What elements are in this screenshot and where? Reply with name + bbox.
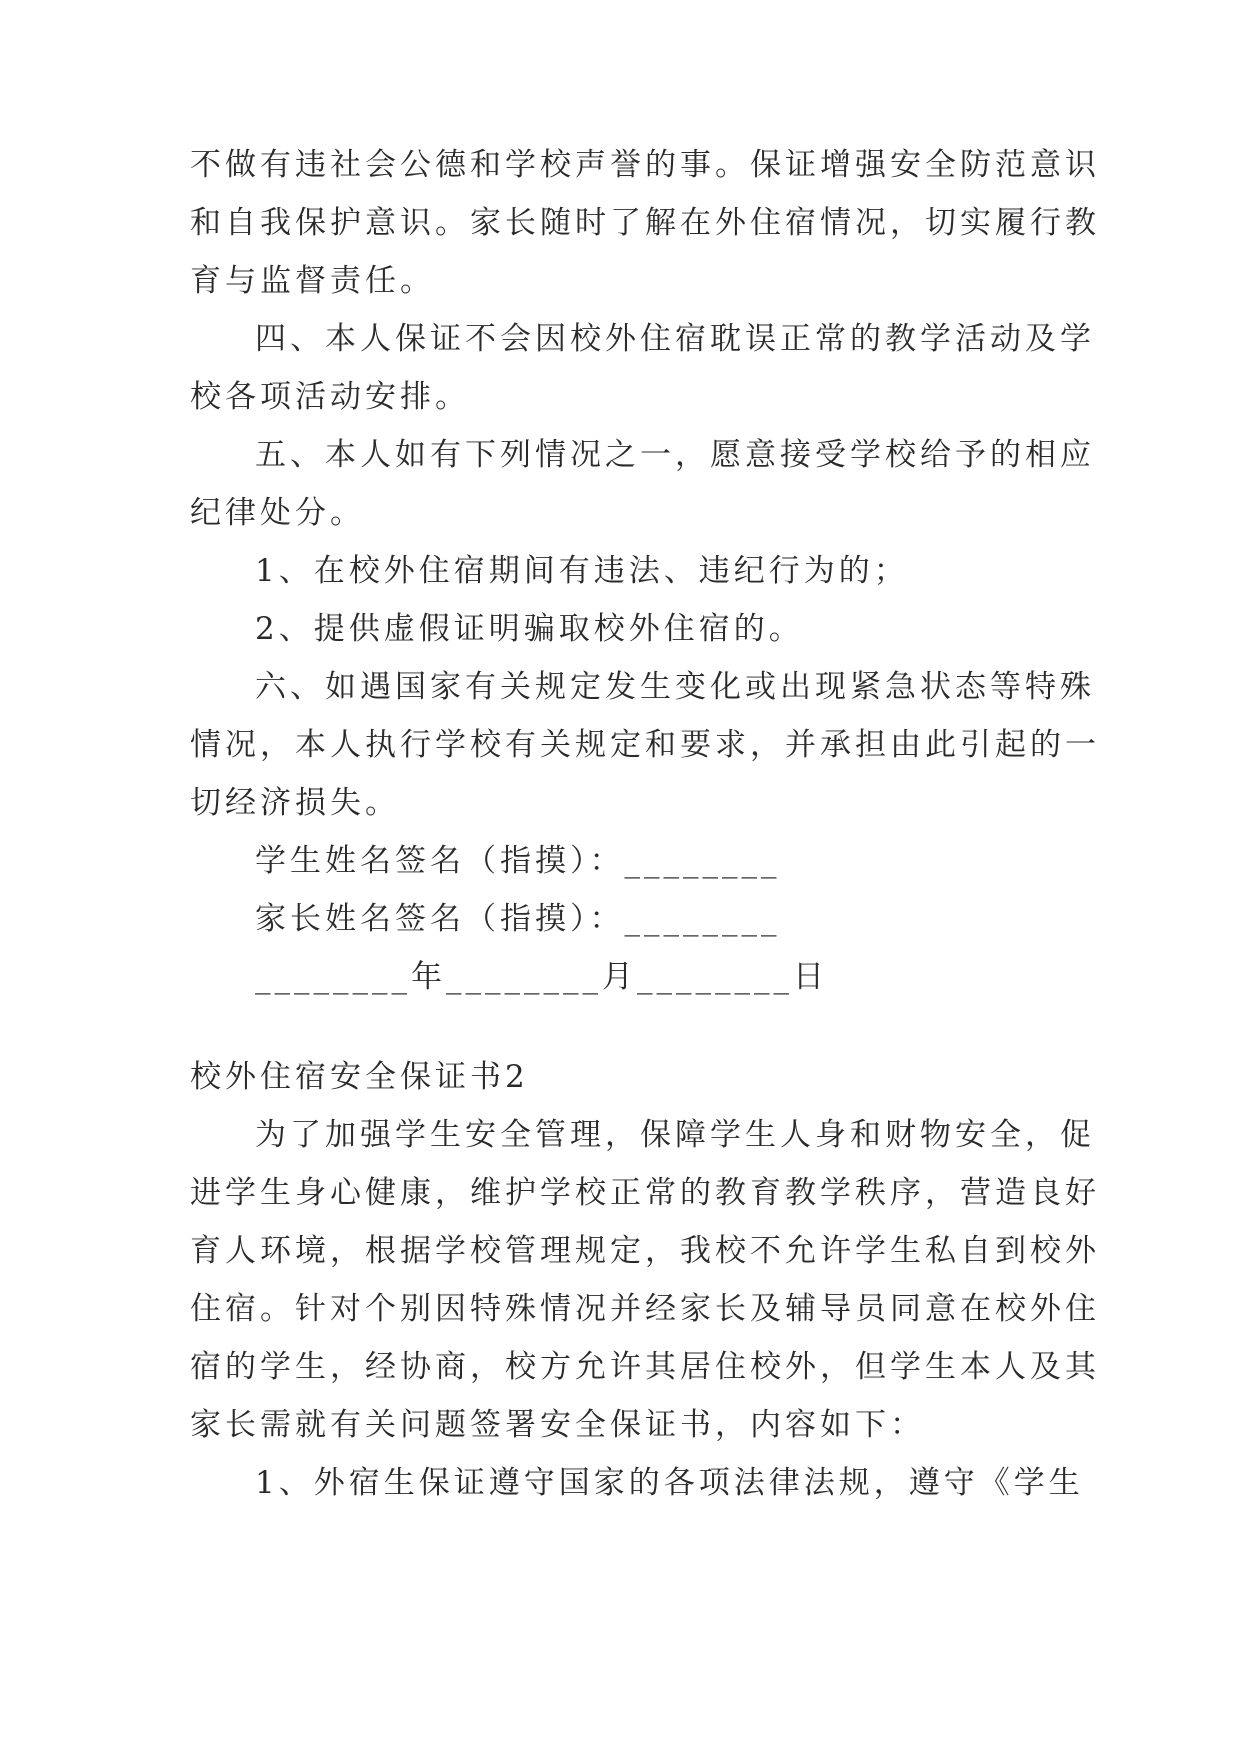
paragraph-line: 进学生身心健康，维护学校正常的教育教学秩序，营造良好 (190, 1175, 1100, 1211)
list-item: 1、外宿生保证遵守国家的各项法律法规，遵守《学生 (255, 1465, 1084, 1501)
paragraph-line: 住宿。针对个别因特殊情况并经家长及辅导员同意在校外住 (190, 1291, 1100, 1327)
date-line: ________年________月________日 (255, 959, 828, 995)
paragraph-line: 不做有违社会公德和学校声誉的事。保证增强安全防范意识 (190, 147, 1100, 183)
paragraph-line: 育人环境，根据学校管理规定，我校不允许学生私自到校外 (190, 1233, 1100, 1269)
document-page (190, 136, 1100, 1512)
paragraph-line: 校各项活动安排。 (190, 379, 470, 415)
paragraph-line: 宿的学生，经协商，校方允许其居住校外，但学生本人及其 (190, 1349, 1100, 1385)
section-title: 校外住宿安全保证书2 (190, 1059, 529, 1095)
paragraph-line: 情况，本人执行学校有关规定和要求，并承担由此引起的一 (190, 727, 1100, 763)
list-item: 1、在校外住宿期间有违法、违纪行为的； (255, 553, 909, 589)
paragraph-line: 六、如遇国家有关规定发生变化或出现紧急状态等特殊 (255, 669, 1095, 705)
student-signature-line: 学生姓名签名（指摸）：________ (255, 843, 781, 879)
section-spacer (190, 1006, 1050, 1048)
paragraph-line: 和自我保护意识。家长随时了解在外住宿情况，切实履行教 (190, 205, 1100, 241)
paragraph-line: 五、本人如有下列情况之一，愿意接受学校给予的相应 (255, 437, 1095, 473)
paragraph-line: 育与监督责任。 (190, 263, 435, 299)
paragraph-line: 切经济损失。 (190, 785, 400, 821)
paragraph-line: 四、本人保证不会因校外住宿耽误正常的教学活动及学 (255, 321, 1095, 357)
parent-signature-line: 家长姓名签名（指摸）：________ (255, 901, 781, 937)
paragraph-line: 纪律处分。 (190, 495, 365, 531)
paragraph-line: 家长需就有关问题签署安全保证书，内容如下： (190, 1407, 925, 1443)
list-item: 2、提供虚假证明骗取校外住宿的。 (255, 611, 804, 647)
paragraph-line: 为了加强学生安全管理，保障学生人身和财物安全，促 (255, 1117, 1095, 1153)
